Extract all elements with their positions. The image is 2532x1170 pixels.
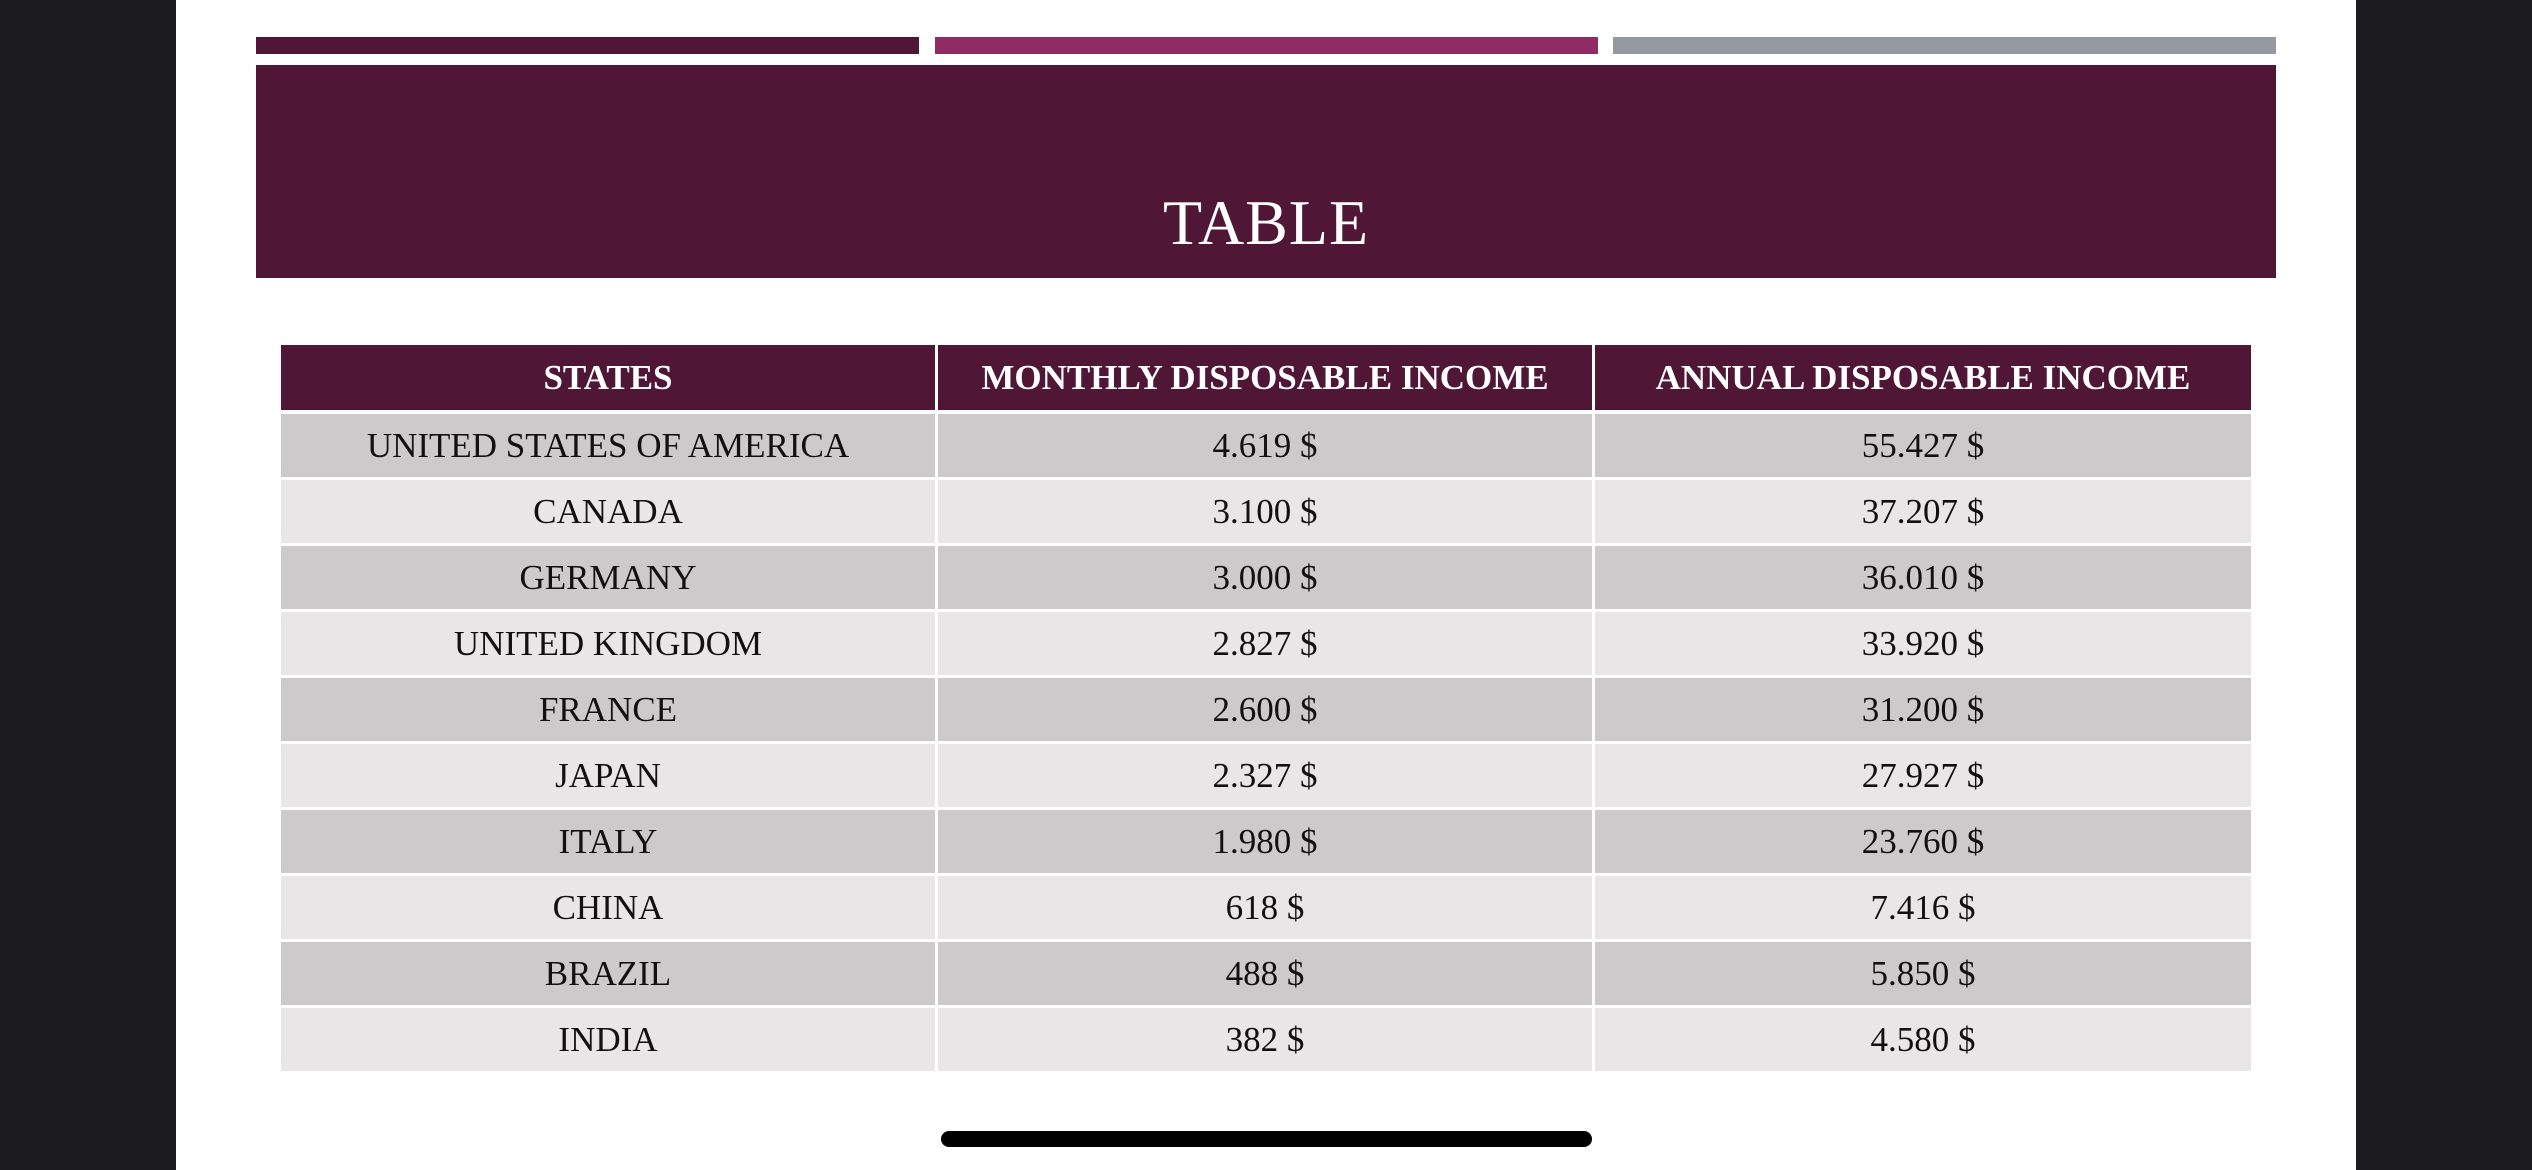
cell-state: FRANCE <box>281 678 938 744</box>
cell-annual-income: 36.010 $ <box>1595 546 2251 612</box>
cell-state: INDIA <box>281 1008 938 1074</box>
table-row <box>281 480 2251 546</box>
cell-monthly-income: 2.827 $ <box>938 612 1595 678</box>
cell-annual-income: 4.580 $ <box>1595 1008 2251 1074</box>
cell-state: UNITED KINGDOM <box>281 612 938 678</box>
table-row <box>281 414 2251 480</box>
cell-monthly-income: 618 $ <box>938 876 1595 942</box>
title-banner <box>256 65 2276 278</box>
table-row <box>281 810 2251 876</box>
column-header-monthly-income: MONTHLY DISPOSABLE INCOME <box>938 345 1595 414</box>
cell-monthly-income: 1.980 $ <box>938 810 1595 876</box>
column-header-annual-income: ANNUAL DISPOSABLE INCOME <box>1595 345 2251 414</box>
cell-state: JAPAN <box>281 744 938 810</box>
cell-state: BRAZIL <box>281 942 938 1008</box>
cell-monthly-income: 382 $ <box>938 1008 1595 1074</box>
income-table <box>281 345 2251 1074</box>
cell-state: CANADA <box>281 480 938 546</box>
cell-monthly-income: 3.000 $ <box>938 546 1595 612</box>
accent-bar-pink <box>935 37 1598 54</box>
table-row <box>281 678 2251 744</box>
income-table-container <box>281 345 2251 1074</box>
table-row <box>281 612 2251 678</box>
table-row <box>281 942 2251 1008</box>
cell-state: CHINA <box>281 876 938 942</box>
cell-annual-income: 55.427 $ <box>1595 414 2251 480</box>
table-row <box>281 876 2251 942</box>
cell-annual-income: 7.416 $ <box>1595 876 2251 942</box>
table-row <box>281 744 2251 810</box>
accent-bar-gray <box>1613 37 2276 54</box>
cell-annual-income: 23.760 $ <box>1595 810 2251 876</box>
cell-monthly-income: 488 $ <box>938 942 1595 1008</box>
table-row <box>281 546 2251 612</box>
cell-state: UNITED STATES OF AMERICA <box>281 414 938 480</box>
cell-monthly-income: 2.327 $ <box>938 744 1595 810</box>
cell-annual-income: 33.920 $ <box>1595 612 2251 678</box>
table-row <box>281 1008 2251 1074</box>
cell-monthly-income: 4.619 $ <box>938 414 1595 480</box>
cell-annual-income: 37.207 $ <box>1595 480 2251 546</box>
home-indicator[interactable] <box>941 1131 1592 1147</box>
cell-state: GERMANY <box>281 546 938 612</box>
cell-monthly-income: 2.600 $ <box>938 678 1595 744</box>
cell-annual-income: 27.927 $ <box>1595 744 2251 810</box>
cell-annual-income: 5.850 $ <box>1595 942 2251 1008</box>
table-header-row <box>281 345 2251 414</box>
presentation-slide <box>176 0 2356 1170</box>
cell-state: ITALY <box>281 810 938 876</box>
column-header-states: STATES <box>281 345 938 414</box>
slide-title: TABLE <box>1162 187 1370 258</box>
cell-monthly-income: 3.100 $ <box>938 480 1595 546</box>
cell-annual-income: 31.200 $ <box>1595 678 2251 744</box>
accent-bar-plum <box>256 37 919 54</box>
